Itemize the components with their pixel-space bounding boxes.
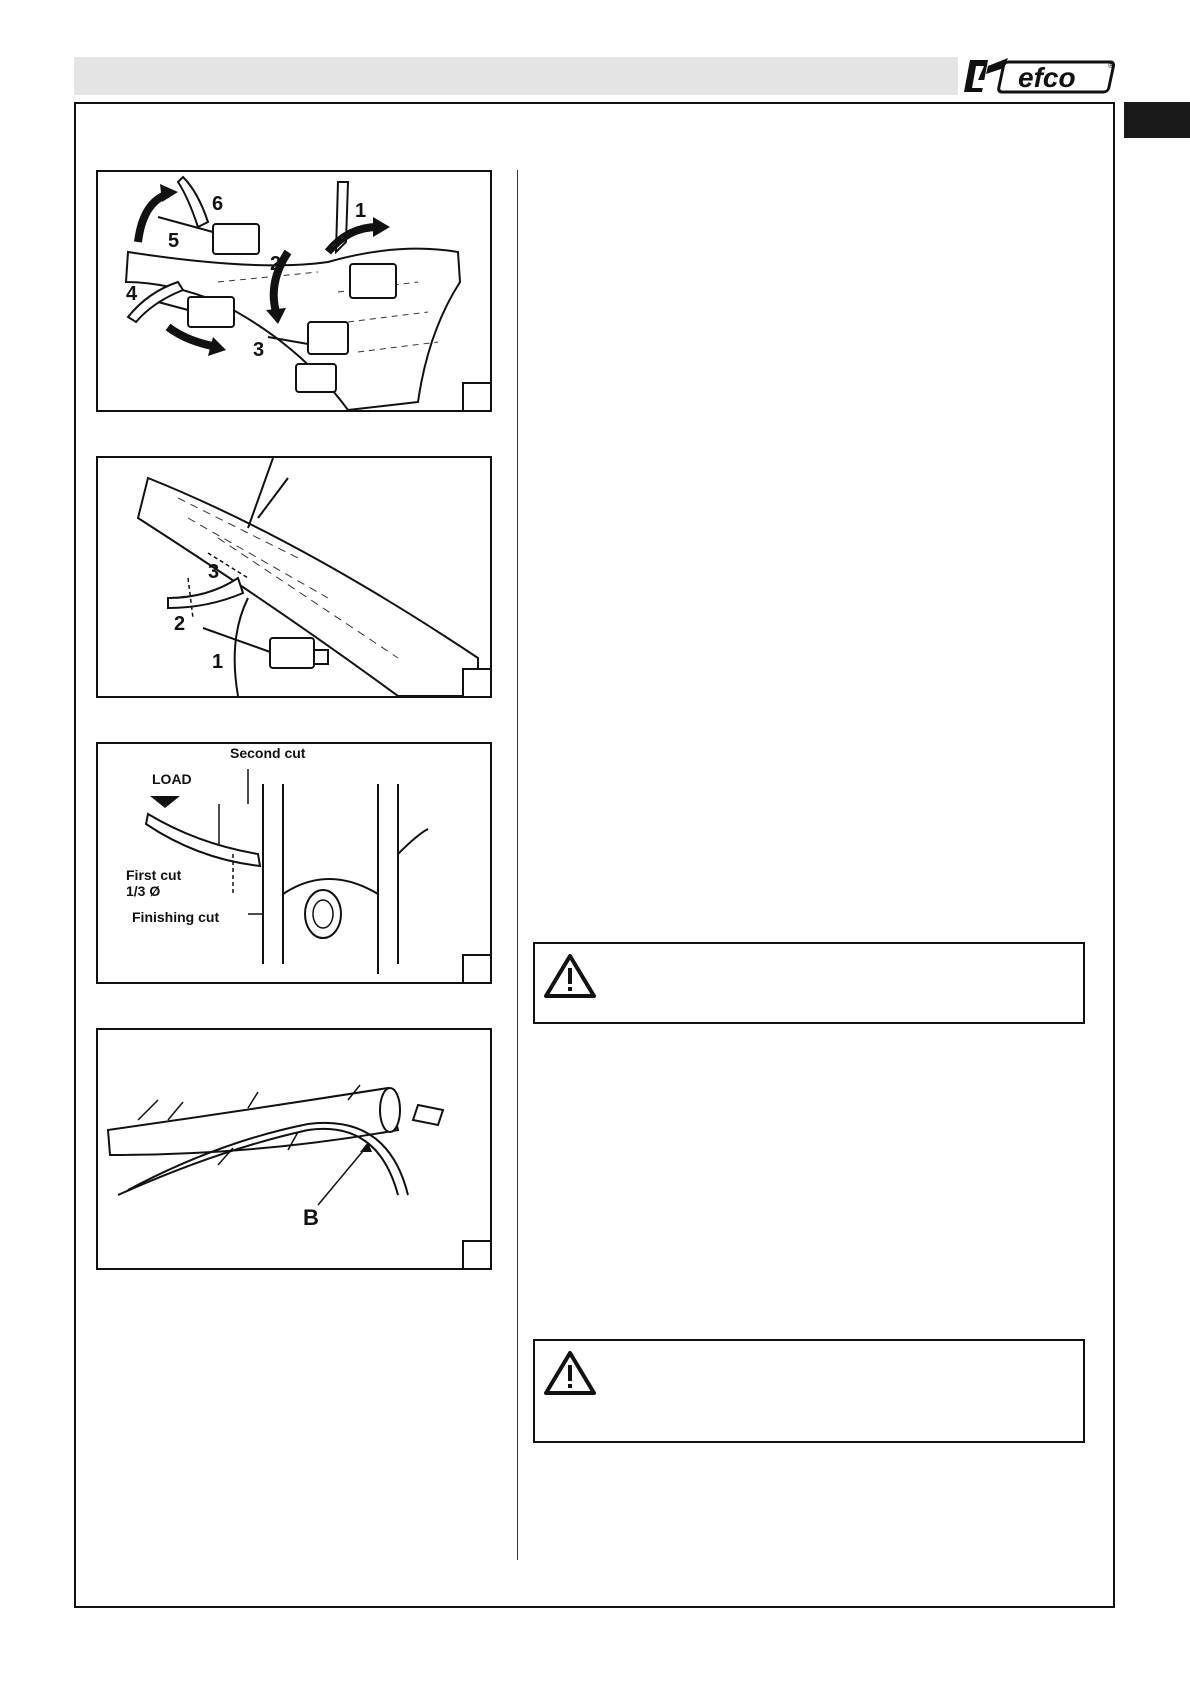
efco-logo bbox=[960, 54, 1120, 98]
section-tab bbox=[1124, 102, 1190, 138]
figure-number-box bbox=[462, 382, 490, 410]
figure-label: 6 bbox=[212, 193, 224, 215]
warning-box bbox=[533, 1339, 1085, 1443]
figure-label: 1 bbox=[212, 651, 224, 673]
figure-number-box bbox=[462, 668, 490, 696]
figure-label: 2 bbox=[270, 253, 282, 275]
figure-cut-order bbox=[96, 742, 492, 984]
warning-triangle-icon bbox=[543, 952, 597, 1000]
first-cut-ratio-label: 1/3 Ø bbox=[126, 883, 161, 899]
figure-label: B bbox=[303, 1205, 319, 1230]
warning-triangle-icon bbox=[543, 1349, 597, 1397]
figure-label: 3 bbox=[253, 339, 265, 361]
figure-number-box bbox=[462, 1240, 490, 1268]
figure-label: 2 bbox=[174, 613, 186, 635]
logo-text: efco bbox=[1018, 62, 1076, 93]
second-cut-label: Second cut bbox=[230, 745, 306, 761]
figure-bent-tree bbox=[96, 1028, 492, 1270]
figure-label: 5 bbox=[168, 230, 180, 252]
header-bar bbox=[74, 57, 958, 95]
figure-label: 1 bbox=[355, 200, 367, 222]
figure-branch-cut bbox=[96, 456, 492, 698]
figure-limbing-sequence bbox=[96, 170, 492, 412]
warning-box bbox=[533, 942, 1085, 1024]
svg-text:®: ® bbox=[1108, 61, 1114, 70]
finishing-cut-label: Finishing cut bbox=[132, 909, 220, 925]
figure-label: 3 bbox=[208, 561, 220, 583]
figure-label: 4 bbox=[126, 283, 138, 305]
first-cut-label: First cut bbox=[126, 867, 182, 883]
load-label: LOAD bbox=[152, 771, 192, 787]
column-divider bbox=[517, 170, 518, 1560]
figure-number-box bbox=[462, 954, 490, 982]
